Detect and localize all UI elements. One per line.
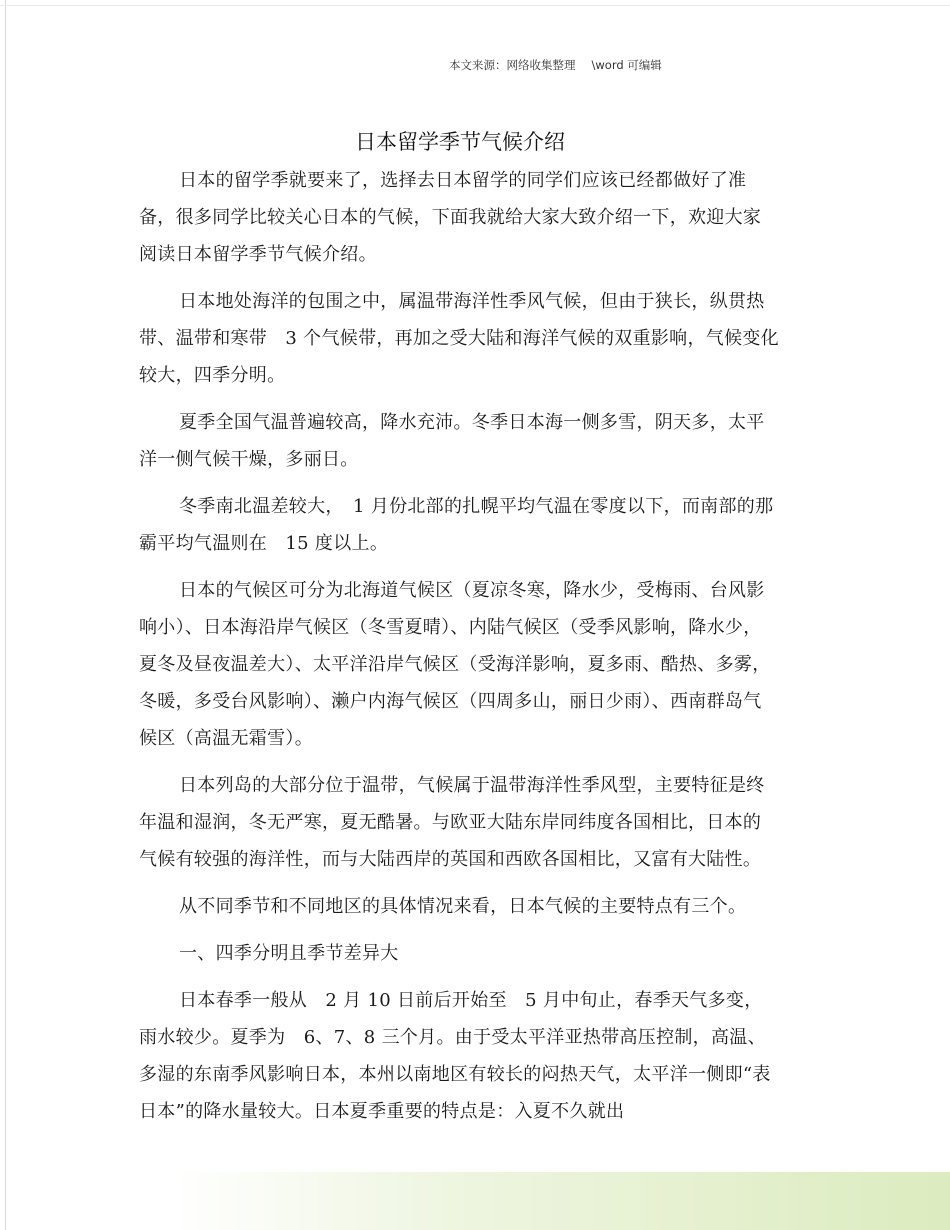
- page-border: [5, 0, 6, 1230]
- paragraph-three-characteristics: 从不同季节和不同地区的具体情况来看，日本气候的主要特点有三个。: [179, 896, 747, 917]
- paragraph-spring-summer: 日本春季一般从 2 月 10 日前后开始至 5 月中旬止，春季天气多变，雨水较少。夏季为 6、7、8 三个月。由于受太平洋亚热带高压控制，高温、多湿的东南季风影响日本，本州以南地区有较长的闷热天气，太平洋一侧即“表日本”的降水量较大。日本夏季重要的特点是：入夏不久就出: [139, 990, 771, 1122]
- page-header: [449, 57, 662, 73]
- paragraph-location: 日本地处海洋的包围之中，属温带海洋性季风气候，但由于狭长，纵贯热带、温带和寒带 3 个气候带，再加之受大陆和海洋气候的双重影响，气候变化较大，四季分明。: [139, 291, 779, 386]
- footer-decoration: [170, 1172, 950, 1230]
- paragraph-temperature-difference: 冬季南北温差较大， 1 月份北部的扎幌平均气温在零度以下，而南部的那霸平均气温则在 15 度以上。: [139, 496, 774, 554]
- source-note: 本文来源：网络收集整理: [449, 58, 576, 72]
- document-body: [139, 162, 779, 1140]
- paragraph-main-features: 日本列岛的大部分位于温带，气候属于温带海洋性季风型，主要特征是终年温和湿润，冬无严寒，夏无酷暑。与欧亚大陆东岸同纬度各国相比，日本的气候有较强的海洋性，而与大陆西岸的英国和西欧各国相比，又富有大陆性。: [139, 775, 765, 870]
- section-heading-four-seasons: 一、四季分明且季节差异大: [179, 943, 399, 964]
- document-title: 日本留学季节气候介绍: [355, 130, 565, 154]
- editable-note: \word 可编辑: [591, 58, 662, 72]
- page-border-top: [0, 5, 950, 6]
- paragraph-climate-regions: 日本的气候区可分为北海道气候区（夏凉冬寒，降水少，受梅雨、台风影响小）、日本海沿岸气候区（冬雪夏晴）、内陆气候区（受季风影响，降水少，夏冬及昼夜温差大）、太平洋沿岸气候区（受海洋影响，夏多雨、酷热、多雾，冬暖，多受台风影响）、濑户内海气候区（四周多山，丽日少雨）、西南群岛气候区（高温无霜雪）。: [139, 580, 771, 749]
- paragraph-summer-winter: 夏季全国气温普遍较高，降水充沛。冬季日本海一侧多雪，阴天多，太平洋一侧气候干燥，多丽日。: [139, 412, 765, 470]
- paragraph-intro: 日本的留学季就要来了，选择去日本留学的同学们应该已经都做好了准备，很多同学比较关心日本的气候，下面我就给大家大致介绍一下，欢迎大家阅读日本留学季节气候介绍。: [139, 170, 762, 265]
